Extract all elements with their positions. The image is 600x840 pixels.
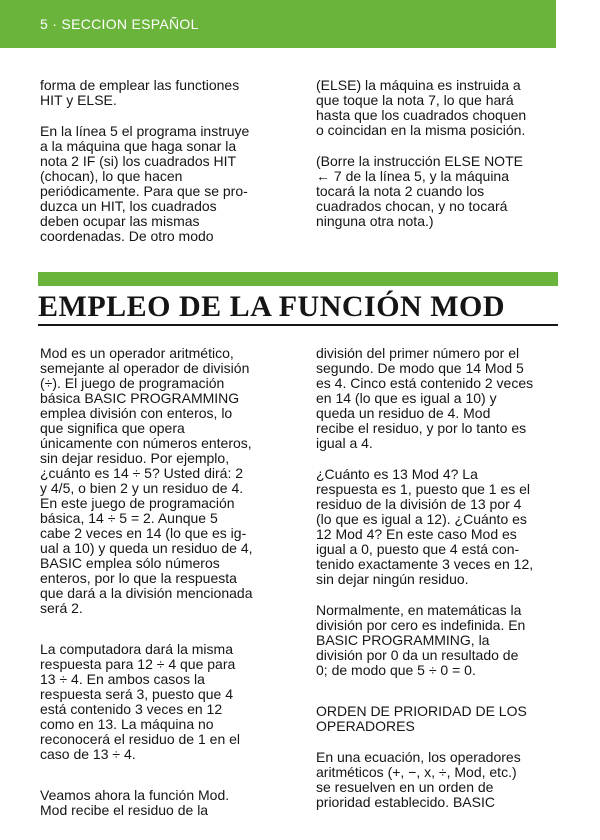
- text-line: BASIC emplea sólo números: [40, 555, 220, 571]
- text-line: es 4. Cinco está contenido 2 veces: [316, 375, 534, 391]
- text-line: reconocerá el residuo de 1 en el: [40, 731, 241, 747]
- text-line: residuo de la división de 13 por 4: [316, 496, 522, 512]
- section-header-label: 5 · SECCION ESPAÑOL: [40, 16, 199, 32]
- section-divider-bar: [38, 272, 558, 286]
- text-line: (ELSE) la máquina es instruida a: [316, 77, 521, 93]
- text-line: forma de emplear las functiones: [40, 77, 240, 93]
- text-line: OPERADORES: [316, 718, 415, 734]
- text-line: HIT y ELSE.: [40, 92, 117, 108]
- text-line: que toque la nota 7, lo que hará: [316, 92, 514, 108]
- text-line: (lo que es igual a 12). ¿Cuánto es: [316, 511, 527, 527]
- text-line: emplea división con enteros, lo: [40, 405, 233, 421]
- top-right-column: [316, 78, 566, 229]
- paragraph: [316, 603, 566, 678]
- text-line: cabe 2 veces en 14 (lo que es ig-: [40, 525, 247, 541]
- text-line: que significa que opera: [40, 420, 185, 436]
- text-line: igual a 4.: [316, 435, 373, 451]
- text-line: queda un residuo de 4. Mod: [316, 405, 491, 421]
- text-line: (Borre la instrucción ELSE NOTE: [316, 153, 523, 169]
- paragraph: [316, 346, 566, 451]
- text-line: tenido exactamente 3 veces en 12,: [316, 556, 534, 572]
- text-line: Normalmente, en matemáticas la: [316, 602, 522, 618]
- text-line: enteros, por lo que la respuesta: [40, 570, 237, 586]
- text-line: en 14 (lo que es igual a 10) y: [316, 390, 497, 406]
- text-line: En este juego de programación: [40, 495, 235, 511]
- text-line: coordenadas. De otro modo: [40, 228, 214, 244]
- text-line: periódicamente. Para que se pro-: [40, 183, 248, 199]
- main-right-column: [316, 346, 566, 810]
- text-line: 12 Mod 4? En este caso Mod es: [316, 526, 517, 542]
- text-line: que dará a la división mencionada: [40, 585, 253, 601]
- text-line: división del primer número por el: [316, 345, 520, 361]
- text-line: 13 ÷ 4. En ambos casos la: [40, 671, 205, 687]
- subheading: [316, 704, 566, 734]
- text-line: cuadrados chocan, y no tocará: [316, 198, 508, 214]
- text-line: ORDEN DE PRIORIDAD DE LOS: [316, 703, 527, 719]
- text-line: prioridad establecido. BASIC: [316, 794, 495, 810]
- text-line: y 4/5, o bien 2 y un residuo de 4.: [40, 480, 244, 496]
- text-line: aritméticos (+, −, x, ÷, Mod, etc.): [316, 764, 517, 780]
- text-line: 0; de modo que 5 ÷ 0 = 0.: [316, 662, 476, 678]
- main-left-column: [40, 346, 290, 818]
- text-line: caso de 13 ÷ 4.: [40, 746, 136, 762]
- text-line: ¿cuánto es 14 ÷ 5? Usted dirá: 2: [40, 465, 244, 481]
- text-line: división por cero es indefinida. En: [316, 617, 526, 633]
- text-line: ual a 10) y queda un residuo de 4,: [40, 540, 253, 556]
- paragraph: [316, 154, 566, 229]
- text-line: básica BASIC PROGRAMMING: [40, 390, 240, 406]
- paragraph: [40, 124, 280, 244]
- section-title: EMPLEO DE LA FUNCIÓN MOD: [38, 290, 506, 323]
- text-line: La computadora dará la misma: [40, 641, 233, 657]
- text-line: deben ocupar las mismas: [40, 213, 200, 229]
- text-line: Mod recibe el residuo de la: [40, 802, 209, 818]
- text-line: En la línea 5 el programa instruye: [40, 123, 250, 139]
- text-line: como en 13. La máquina no: [40, 716, 214, 732]
- text-line: se resuelven en un orden de: [316, 779, 494, 795]
- text-line: sin dejar residuo. Por ejemplo,: [40, 450, 230, 466]
- text-line: o coincidan en la misma posición.: [316, 122, 526, 138]
- text-line: Mod es un operador aritmético,: [40, 345, 234, 361]
- paragraph: [316, 78, 566, 138]
- text-line: será 2.: [40, 600, 83, 616]
- text-line: ← 7 de la línea 5, y la máquina: [316, 168, 510, 184]
- paragraph: [40, 642, 290, 762]
- text-line: semejante al operador de división: [40, 360, 250, 376]
- paragraph: [40, 788, 290, 818]
- text-line: duzca un HIT, los cuadrados: [40, 198, 217, 214]
- text-line: únicamente con números enteros,: [40, 435, 252, 451]
- text-line: sin dejar ningún residuo.: [316, 571, 469, 587]
- text-line: división por 0 da un resultado de: [316, 647, 519, 663]
- text-line: ninguna otra nota.): [316, 213, 434, 229]
- text-line: igual a 0, puesto que 4 está con-: [316, 541, 520, 557]
- text-line: está contenido 3 veces en 12: [40, 701, 223, 717]
- text-line: recibe el residuo, y por lo tanto es: [316, 420, 527, 436]
- text-line: ¿Cuánto es 13 Mod 4? La: [316, 466, 478, 482]
- title-underline: [38, 324, 558, 326]
- paragraph: [316, 750, 566, 810]
- text-line: a la máquina que haga sonar la: [40, 138, 237, 154]
- text-line: básica, 14 ÷ 5 = 2. Aunque 5: [40, 510, 218, 526]
- text-line: tocará la nota 2 cuando los: [316, 183, 485, 199]
- top-left-column: [40, 78, 280, 244]
- text-line: respuesta es 1, puesto que 1 es el: [316, 481, 531, 497]
- paragraph: [316, 467, 566, 587]
- text-line: respuesta para 12 ÷ 4 que para: [40, 656, 236, 672]
- text-line: En una ecuación, los operadores: [316, 749, 521, 765]
- text-line: segundo. De modo que 14 Mod 5: [316, 360, 524, 376]
- section-header-band: [0, 0, 556, 48]
- text-line: (÷). El juego de programación: [40, 375, 225, 391]
- paragraph: [40, 78, 280, 108]
- text-line: respuesta será 3, puesto que 4: [40, 686, 234, 702]
- text-line: Veamos ahora la función Mod.: [40, 787, 230, 803]
- text-line: BASIC PROGRAMMING, la: [316, 632, 490, 648]
- paragraph: [40, 346, 290, 616]
- text-line: (chocan), lo que hacen: [40, 168, 183, 184]
- text-line: hasta que los cuadrados choquen: [316, 107, 527, 123]
- text-line: nota 2 IF (si) los cuadrados HIT: [40, 153, 237, 169]
